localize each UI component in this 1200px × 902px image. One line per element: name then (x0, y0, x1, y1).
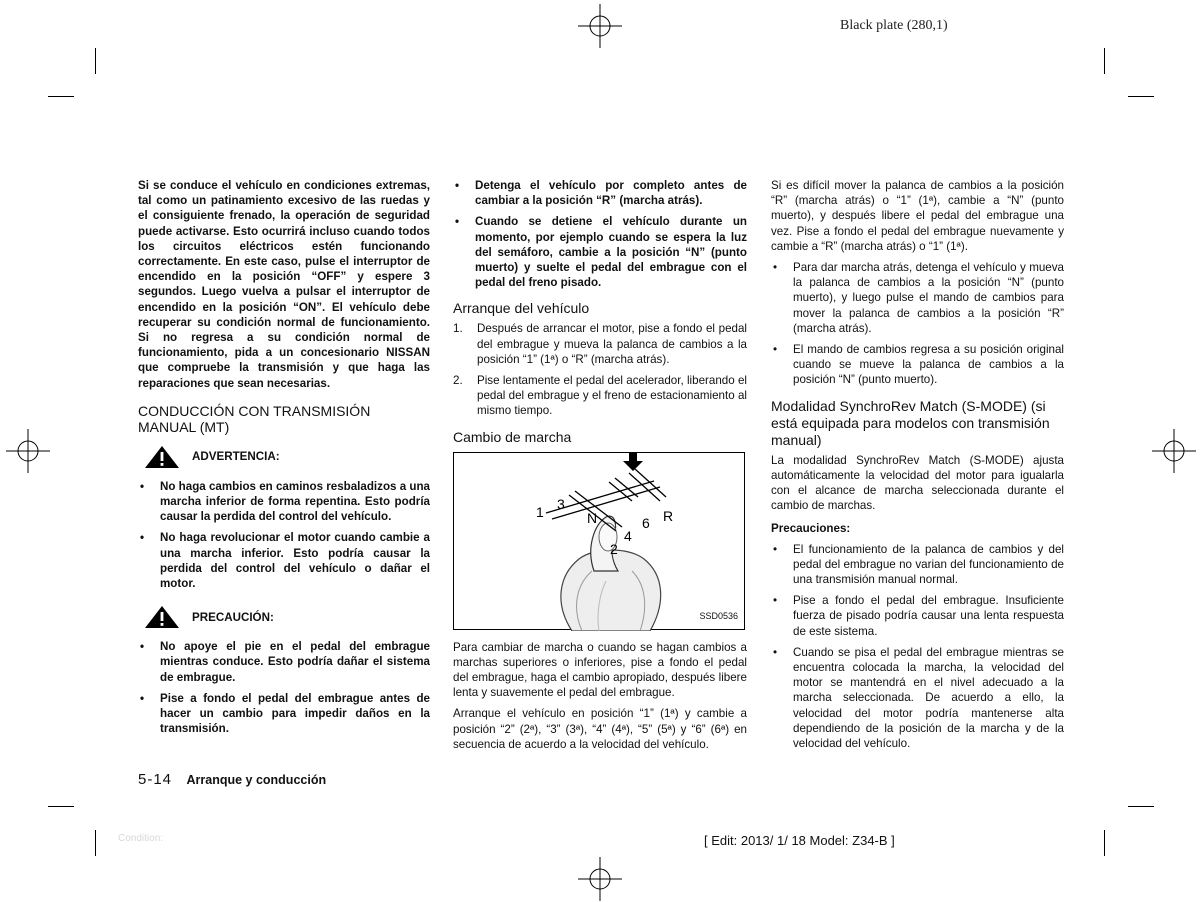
bullet-icon: • (773, 343, 778, 357)
bullet-icon: • (455, 215, 460, 229)
bullet-icon: • (140, 691, 145, 705)
list-item: • No haga cambios en caminos resbaladizos a una marcha inferior de forma repentina. Esto podría causar la perdida del control del vehículo. (140, 479, 430, 524)
intro-paragraph: Si se conduce el vehículo en condiciones extremas, tal como un patinamiento excesivo de las ruedas y el consiguiente frenado, la operación de seguridad puede activarse. Esto ocurrirá incluso cuando todos los circuitos eléctricos estén funcionando correctamente. En este caso, pulse el interruptor de encendido en la posición “OFF” y espere 3 segundos. Luego vuelva a pulsar el interruptor de encendido en la posición “ON”. El vehículo debe recuperar su condición normal de funcionamiento. Si no regresa a su condición normal de funcionamiento, pida a un concesionario NISSAN que compruebe la transmisión y que haga las reparaciones que sean necesarias. (138, 179, 430, 390)
bullet-icon: • (773, 594, 778, 608)
warning-list (138, 479, 430, 591)
column-2 (453, 178, 747, 758)
crop-mark (1104, 830, 1105, 856)
list-item: 1. Después de arrancar el motor, pise a fondo el pedal del embrague y mueva la palanca de cambios a la posición “1” (1ª) o “R” (marcha atrás). (453, 322, 747, 366)
precautions-list (771, 542, 1064, 752)
list-item: • Detenga el vehículo por completo antes de cambiar a la posición “R” (marcha atrás). (455, 179, 747, 208)
caution-header (144, 605, 430, 629)
gear-shift-figure (453, 452, 745, 630)
gear-label-2: 2 (610, 540, 618, 557)
shift-heading: Cambio de marcha (453, 428, 572, 445)
list-item: • El mando de cambios regresa a su posición original cuando se mueve la palanca de cambios a la posición “N” (punto muerto). (773, 343, 1064, 387)
bullet-icon: • (455, 179, 460, 192)
crop-mark (95, 48, 96, 74)
crop-mark (1104, 48, 1105, 74)
reverse-bullet-list (771, 260, 1064, 388)
bullet-icon: • (773, 645, 778, 659)
reverse-paragraph: Si es difícil mover la palanca de cambios a la posición “R” (marcha atrás) o “1” (1ª), cambie a “N” (punto muerto), y después libere el pedal del embrague una vez. Pise a fondo el pedal del embrague nuevamente y cambie a “R” (marcha atrás) o “1” (1ª). (771, 179, 1064, 253)
crop-mark (95, 830, 96, 856)
figure-code: SSD0536 (699, 611, 738, 622)
crop-mark (1128, 96, 1154, 97)
gear-shift-diagram-icon (454, 453, 746, 631)
registration-mark-icon (6, 429, 50, 473)
bullet-icon: • (140, 479, 145, 493)
condition-label: Condition: (118, 833, 164, 844)
list-item: • Pise a fondo el pedal del embrague. Insuficiente fuerza de pisado podría causar una lenta respuesta de este sistema. (773, 594, 1064, 638)
gear-label-4: 4 (624, 527, 632, 544)
caution-list (138, 639, 430, 736)
page-footer (138, 771, 326, 789)
synchro-paragraph: La modalidad SynchroRev Match (S-MODE) ajusta automáticamente la velocidad del motor para igualarla con el alcance de marcha seleccionada durante el cambio de marchas. (771, 453, 1064, 513)
start-heading: Arranque del vehículo (453, 300, 590, 317)
caution-triangle-icon (144, 605, 180, 629)
registration-mark-icon (1152, 429, 1196, 473)
synchro-heading: Modalidad SynchroRev Match (S-MODE) (si está equipada para modelos con transmisión manual) (771, 397, 1050, 448)
bullet-icon: • (140, 531, 145, 545)
page-number: 5-14 (138, 771, 173, 788)
list-item: • Cuando se pisa el pedal del embrague mientras se encuentra colocada la marcha, la velocidad del motor se mantendrá en el nivel adecuado a la marcha seleccionada. De acuerdo a ello, la velocidad del motor podría mantenerse alta dependiendo de la posición de la marcha y de la velocidad del vehículo. (773, 645, 1064, 751)
registration-mark-icon (578, 4, 622, 48)
gear-label-1: 1 (536, 503, 544, 520)
caution-label: PRECAUCIÓN: (192, 610, 274, 624)
list-item: • No apoye el pie en el pedal del embrague mientras conduce. Esto podría dañar el sistema de embrague. (140, 640, 430, 684)
section-title: CONDUCCIÓN CON TRANSMISIÓN MANUAL (MT) (138, 402, 371, 435)
column-3 (771, 178, 1064, 757)
start-steps (453, 321, 747, 418)
warning-header (144, 445, 430, 469)
edit-info: [ Edit: 2013/ 1/ 18 Model: Z34-B ] (704, 833, 895, 848)
gear-label-r: R (663, 507, 674, 524)
registration-mark-icon (578, 857, 622, 901)
list-item: • Cuando se detiene el vehículo durante un momento, por ejemplo cuando se espera la luz del semáforo, cambie a la posición “N” (punto muerto) y suelte el pedal del embrague con el pedal del freno pisado. (455, 215, 747, 290)
stop-bullet-list (453, 178, 747, 290)
precautions-label: Precauciones: (771, 522, 851, 536)
list-item: • Para dar marcha atrás, detenga el vehículo y mueva la palanca de cambios a la posición “N” (punto muerto), y luego pulse el mando de cambios para mover la palanca de cambios a la posición “R” (marcha atrás). (773, 261, 1064, 335)
plate-label: Black plate (280,1) (840, 18, 948, 33)
bullet-icon: • (773, 261, 778, 275)
shift-paragraph-2: Arranque el vehículo en posición “1” (1ª) y cambie a posición “2” (2ª), “3” (3ª), “4” (4ª), “5” (5ª) y “6” (6ª) en secuencia de acuerdo a la velocidad del vehículo. (453, 707, 747, 751)
column-1 (138, 178, 430, 742)
bullet-icon: • (140, 640, 145, 654)
list-item: • No haga revolucionar el motor cuando cambie a una marcha inferior. Esto podría causar la perdida del control del vehículo o dañar el motor. (140, 531, 430, 591)
warning-label: ADVERTENCIA: (192, 450, 280, 464)
bullet-icon: • (773, 542, 778, 556)
page-section-title: Arranque y conducción (186, 773, 327, 787)
crop-mark (1128, 806, 1154, 807)
list-item: 2. Pise lentamente el pedal del acelerador, liberando el pedal del embrague y el freno de estacionamiento al mismo tiempo. (453, 374, 747, 418)
gear-label-6: 6 (642, 514, 650, 531)
crop-mark (48, 96, 74, 97)
gear-label-n: N (587, 509, 598, 526)
crop-mark (48, 806, 74, 807)
warning-triangle-icon (144, 445, 180, 469)
shift-paragraph-1: Para cambiar de marcha o cuando se hagan cambios a marchas superiores o inferiores, pise a fondo el pedal del embrague, haga el cambio apropiado, después libere lenta y suavemente el pedal del embrague. (453, 640, 747, 700)
list-item: • El funcionamiento de la palanca de cambios y del pedal del embrague no varian del funcionamiento de una transmisión manual normal. (773, 542, 1064, 587)
list-item: • Pise a fondo el pedal del embrague antes de hacer un cambio para impedir daños en la transmisión. (140, 691, 430, 736)
gear-label-3: 3 (557, 495, 565, 512)
